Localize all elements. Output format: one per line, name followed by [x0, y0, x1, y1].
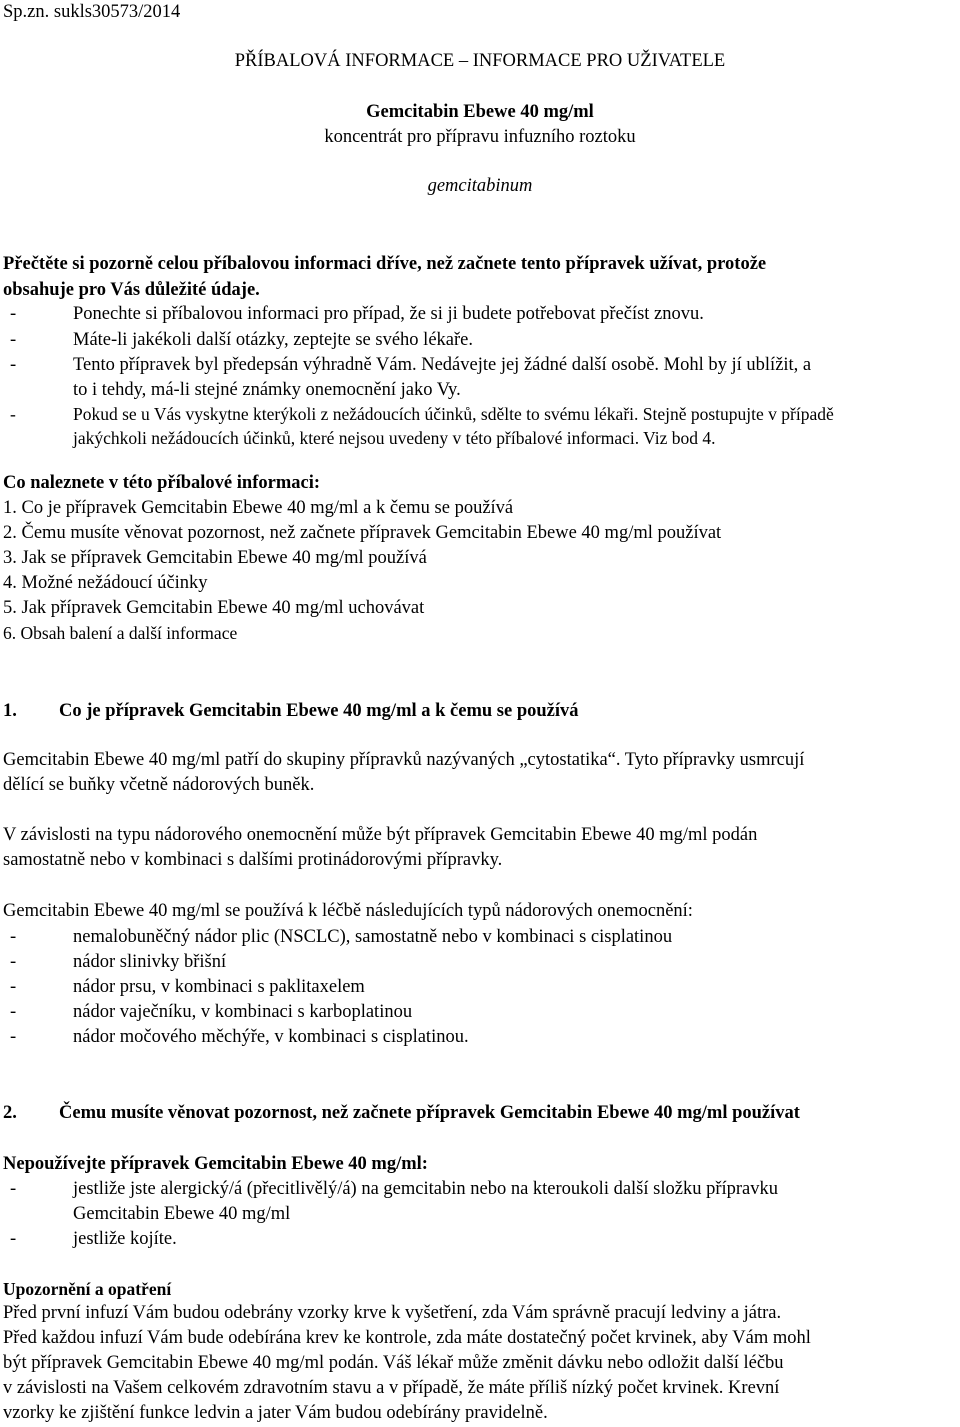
section-2-dash-1: -: [10, 1179, 17, 1199]
toc-item-6: 6. Obsah balení a další informace: [3, 623, 238, 643]
product-name: Gemcitabin Ebewe 40 mg/ml: [366, 102, 594, 122]
intro-item-3-cont: to i tehdy, má-li stejné známky onemocnění jako Vy.: [73, 380, 461, 400]
section-2-list-item-2: jestliže kojíte.: [73, 1229, 177, 1249]
intro-dash-1: -: [10, 304, 17, 324]
section-1-p2-line-2: samostatně nebo v kombinaci s dalšími protinádorovými přípravky.: [3, 850, 503, 870]
active-substance: gemcitabinum: [427, 176, 533, 196]
section-1-p1-line-2: dělící se buňky včetně nádorových buněk.: [3, 775, 315, 795]
intro-dash-4: -: [10, 404, 16, 424]
section-1-dash-3: -: [10, 977, 17, 997]
section-1-number: 1.: [3, 701, 17, 721]
section-1-dash-2: -: [10, 952, 17, 972]
document-title: PŘÍBALOVÁ INFORMACE – INFORMACE PRO UŽIVATELE: [234, 51, 726, 71]
section-1-dash-1: -: [10, 927, 17, 947]
intro-dash-2: -: [10, 330, 17, 350]
intro-line-1: Přečtěte si pozorně celou příbalovou informaci dříve, než začnete tento přípravek užívat, protože: [3, 254, 767, 274]
section-1-dash-4: -: [10, 1002, 17, 1022]
warnings-line-2: Před každou infuzí Vám bude odebírána krev ke kontrole, zda máte dostatečný počet krvinek, aby Vám mohl: [3, 1328, 811, 1348]
toc-item-1: 1. Co je přípravek Gemcitabin Ebewe 40 mg/ml a k čemu se používá: [3, 498, 514, 518]
section-1-list-item-5: nádor močového měchýře, v kombinaci s cisplatinou.: [73, 1027, 469, 1047]
toc-heading: Co naleznete v této příbalové informaci:: [3, 473, 320, 493]
section-1-list-item-4: nádor vaječníku, v kombinaci s karboplatinou: [73, 1002, 413, 1022]
intro-line-2: obsahuje pro Vás důležité údaje.: [3, 280, 260, 300]
intro-item-4: Pokud se u Vás vyskytne kterýkoli z nežádoucích účinků, sdělte to svému lékaři. Stejně postupujte v případě: [73, 404, 834, 424]
intro-item-3: Tento přípravek byl předepsán výhradně Vám. Nedávejte jej žádné další osobě. Mohl by jí ublížit, a: [73, 355, 812, 375]
section-2-list-item-1-cont: Gemcitabin Ebewe 40 mg/ml: [73, 1204, 291, 1224]
product-form: koncentrát pro přípravu infuzního roztoku: [324, 127, 636, 147]
toc-item-3: 3. Jak se přípravek Gemcitabin Ebewe 40 mg/ml používá: [3, 548, 427, 568]
warnings-line-4: v závislosti na Vašem celkovém zdravotním stavu a v případě, že máte příliš nízký počet krvinek. Krevní: [3, 1378, 780, 1398]
toc-item-5: 5. Jak přípravek Gemcitabin Ebewe 40 mg/ml uchovávat: [3, 598, 425, 618]
section-1-list-item-3: nádor prsu, v kombinaci s paklitaxelem: [73, 977, 365, 997]
section-2-list-item-1: jestliže jste alergický/á (přecitlivělý/á) na gemcitabin nebo na kteroukoli další složku přípravku: [73, 1179, 778, 1199]
warnings-line-5: vzorky ke zjištění funkce ledvin a jater Vám budou odebírány pravidelně.: [3, 1403, 548, 1423]
section-1-p3: Gemcitabin Ebewe 40 mg/ml se používá k léčbě následujících typů nádorových onemocnění:: [3, 901, 693, 921]
section-2-donotuse-heading: Nepoužívejte přípravek Gemcitabin Ebewe 40 mg/ml:: [3, 1154, 428, 1174]
toc-item-2: 2. Čemu musíte věnovat pozornost, než začnete přípravek Gemcitabin Ebewe 40 mg/ml používat: [3, 523, 722, 543]
section-2-dash-2: -: [10, 1229, 17, 1249]
section-1-title: Co je přípravek Gemcitabin Ebewe 40 mg/ml a k čemu se používá: [59, 701, 579, 721]
section-1-list-item-1: nemalobuněčný nádor plic (NSCLC), samostatně nebo v kombinaci s cisplatinou: [73, 927, 673, 947]
intro-dash-3: -: [10, 355, 17, 375]
warnings-line-1: Před první infuzí Vám budou odebrány vzorky krve k vyšetření, zda Vám správně pracují ledviny a játra.: [3, 1303, 782, 1323]
document-reference: Sp.zn. sukls30573/2014: [3, 2, 181, 22]
warnings-heading: Upozornění a opatření: [3, 1279, 172, 1299]
section-1-list-item-2: nádor slinivky břišní: [73, 952, 227, 972]
section-1-p1-line-1: Gemcitabin Ebewe 40 mg/ml patří do skupiny přípravků nazývaných „cytostatika“. Tyto přípravky usmrcují: [3, 750, 805, 770]
section-2-title: Čemu musíte věnovat pozornost, než začnete přípravek Gemcitabin Ebewe 40 mg/ml používat: [59, 1103, 800, 1123]
section-2-number: 2.: [3, 1103, 17, 1123]
toc-item-4: 4. Možné nežádoucí účinky: [3, 573, 208, 593]
section-1-dash-5: -: [10, 1027, 17, 1047]
intro-item-4-cont: jakýchkoli nežádoucích účinků, které nejsou uvedeny v této příbalové informaci. Viz bod 4.: [73, 428, 716, 448]
intro-item-1: Ponechte si příbalovou informaci pro případ, že si ji budete potřebovat přečíst znovu.: [73, 304, 704, 324]
section-1-p2-line-1: V závislosti na typu nádorového onemocnění může být přípravek Gemcitabin Ebewe 40 mg/ml podán: [3, 825, 758, 845]
warnings-line-3: být přípravek Gemcitabin Ebewe 40 mg/ml podán. Váš lékař může změnit dávku nebo odložit další léčbu: [3, 1353, 784, 1373]
intro-item-2: Máte-li jakékoli další otázky, zeptejte se svého lékaře.: [73, 330, 473, 350]
